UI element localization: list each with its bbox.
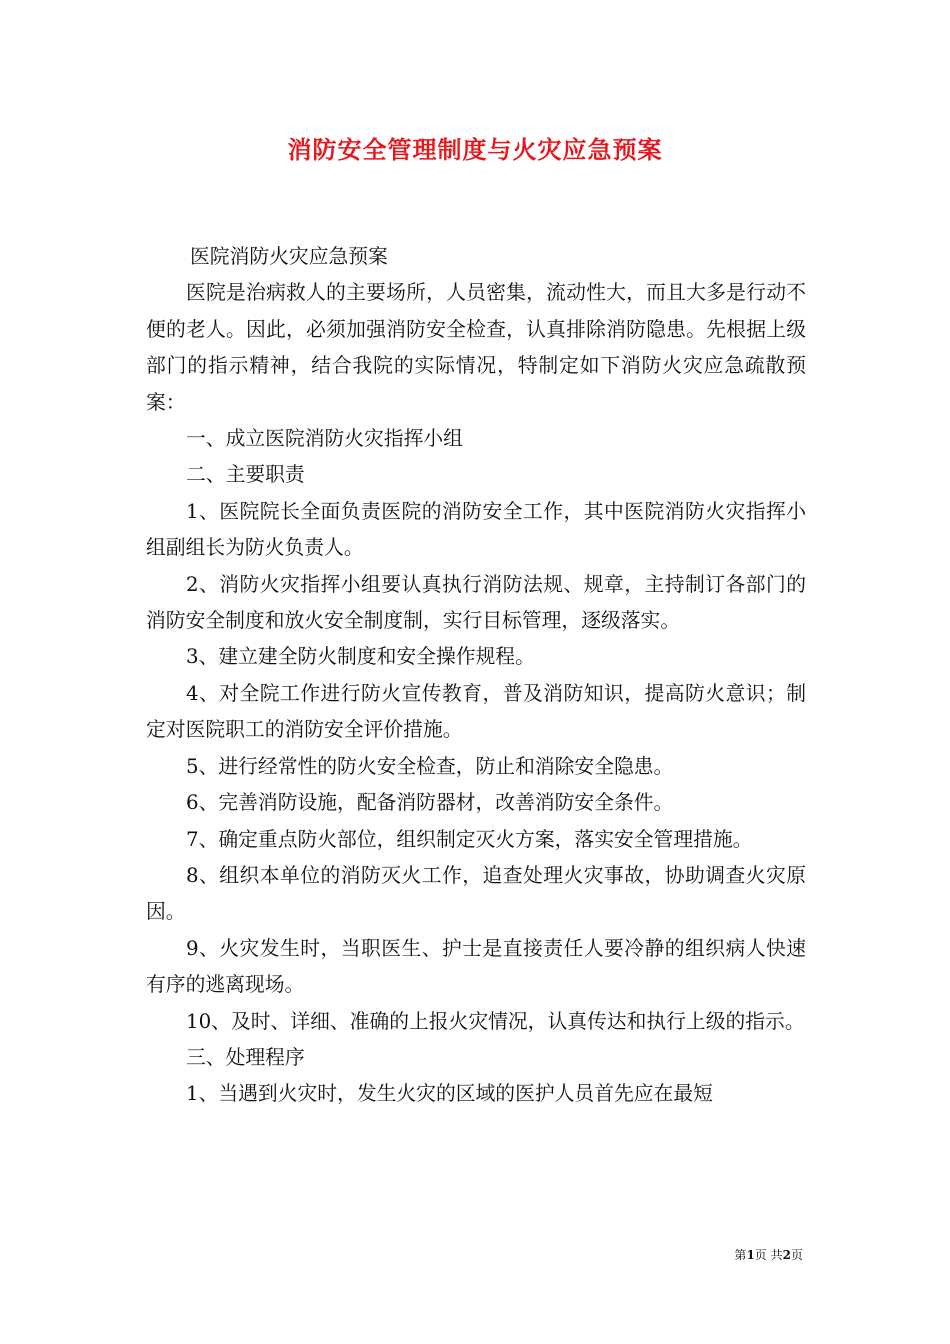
list-item: 10、及时、详细、准确的上报火灾情况，认真传达和执行上级的指示。 <box>186 1009 805 1033</box>
section-heading: 三、处理程序 <box>186 1045 305 1069</box>
list-item: 7、确定重点防火部位，组织制定灭火方案，落实安全管理措施。 <box>186 827 753 851</box>
list-item: 6、完善消防设施，配备消防器材，改善消防安全条件。 <box>186 791 674 815</box>
total-pages-number: 2 <box>782 1248 791 1262</box>
list-item: 8、组织本单位的消防灭火工作，追查处理火灾事故，协助调查火灾原因。 <box>146 863 806 924</box>
section-heading: 一、成立医院消防火灾指挥小组 <box>186 427 463 451</box>
section-heading: 二、主要职责 <box>186 463 305 487</box>
page-footer <box>734 1247 803 1263</box>
list-item: 1、医院院长全面负责医院的消防安全工作，其中医院消防火灾指挥小组副组长为防火负责人。 <box>146 499 806 560</box>
list-item: 9、火灾发生时，当职医生、护士是直接责任人要冷静的组织病人快速有序的逃离现场。 <box>146 936 806 997</box>
paragraph: 医院是治病救人的主要场所，人员密集，流动性大，而且大多是行动不便的老人。因此，必须加强消防安全检查，认真排除消防隐患。先根据上级部门的指示精神，结合我院的实际情况，特制定如下消防火灾应急疏散预案： <box>146 281 806 414</box>
footer-middle: 页 共 <box>754 1248 783 1262</box>
document-title: 消防安全管理制度与火灾应急预案 <box>287 135 663 164</box>
section-heading: 医院消防火灾应急预案 <box>190 245 388 268</box>
list-item: 4、对全院工作进行防火宣传教育，普及消防知识，提高防火意识；制定对医院职工的消防安全评价措施。 <box>146 681 806 742</box>
list-item: 5、进行经常性的防火安全检查，防止和消除安全隐患。 <box>186 754 674 778</box>
list-item: 1、当遇到火灾时，发生火灾的区域的医护人员首先应在最短 <box>186 1082 713 1106</box>
document-body <box>146 239 806 1113</box>
footer-suffix: 页 <box>790 1248 803 1262</box>
current-page-number: 1 <box>746 1248 755 1262</box>
list-item: 2、消防火灾指挥小组要认真执行消防法规、规章，主持制订各部门的消防安全制度和放火安全制度制，实行目标管理，逐级落实。 <box>146 572 806 633</box>
list-item: 3、建立建全防火制度和安全操作规程。 <box>186 645 535 669</box>
footer-prefix: 第 <box>734 1248 747 1262</box>
